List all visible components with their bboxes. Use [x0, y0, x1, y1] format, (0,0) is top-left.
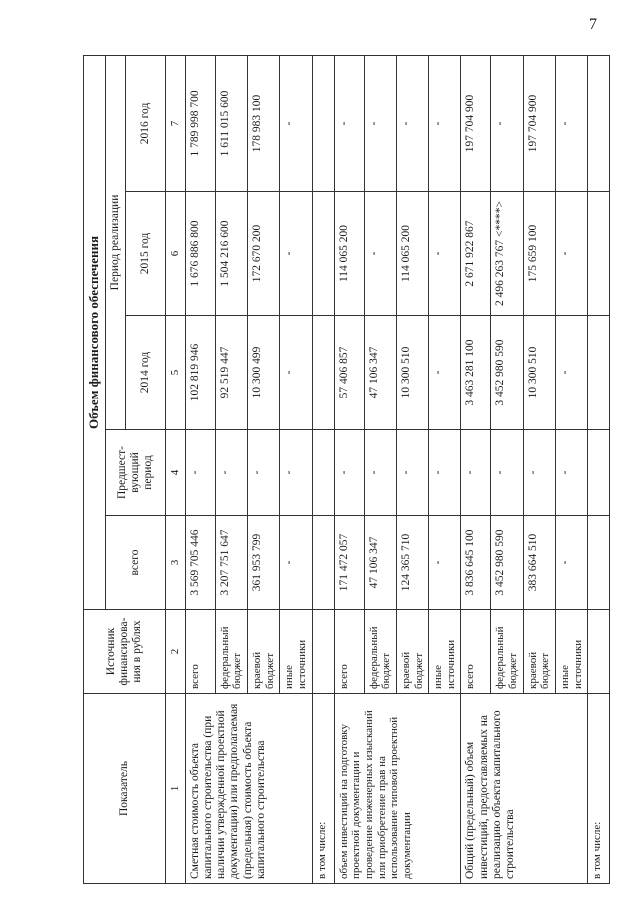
value-cell-prev: -	[429, 430, 461, 516]
value-cell-prev: -	[396, 430, 428, 516]
value-cell-prev: -	[248, 430, 280, 516]
value-cell-y2015: 175 659 100	[523, 192, 555, 316]
value-cell-total: 124 365 710	[396, 516, 428, 610]
value-cell-prev: -	[491, 430, 523, 516]
header-realization-period: Период реализации	[105, 55, 125, 429]
source-cell: всего	[185, 610, 215, 694]
value-cell-y2014: 102 819 946	[185, 316, 215, 430]
value-cell-y2015: -	[429, 192, 461, 316]
table-row	[185, 55, 215, 883]
value-cell-y2015: 2 671 922 867	[461, 192, 491, 316]
col-number-7: 7	[166, 55, 186, 191]
value-cell-y2015: 1 504 216 600	[215, 192, 247, 316]
header-total: всего	[105, 516, 165, 610]
source-cell: краевой бюджет	[396, 610, 428, 694]
column-number-row	[166, 55, 186, 883]
value-cell-y2016: 178 983 100	[248, 55, 280, 191]
empty-cell	[588, 430, 610, 516]
col-number-2: 2	[166, 610, 186, 694]
table-body	[185, 55, 610, 883]
value-cell-y2014: 10 300 510	[396, 316, 428, 430]
header-source: Источник финансирова-ния в рублях	[84, 610, 166, 694]
value-cell-y2016: -	[364, 55, 396, 191]
value-cell-y2016: -	[556, 55, 588, 191]
source-cell: иные источники	[280, 610, 312, 694]
value-cell-total: -	[280, 516, 312, 610]
value-cell-y2015: 114 065 200	[396, 192, 428, 316]
value-cell-y2016: 197 704 900	[461, 55, 491, 191]
empty-cell	[588, 192, 610, 316]
value-cell-y2014: 3 452 980 590	[491, 316, 523, 430]
empty-cell	[312, 516, 334, 610]
value-cell-y2016: -	[334, 55, 364, 191]
col-number-6: 6	[166, 192, 186, 316]
source-cell: федеральный бюджет	[364, 610, 396, 694]
value-cell-y2016: 197 704 900	[523, 55, 555, 191]
value-cell-y2016: 1 611 015 600	[215, 55, 247, 191]
value-cell-y2015: 1 676 886 800	[185, 192, 215, 316]
value-cell-y2014: -	[280, 316, 312, 430]
value-cell-y2016: -	[429, 55, 461, 191]
col-number-3: 3	[166, 516, 186, 610]
empty-cell	[588, 516, 610, 610]
empty-cell	[312, 610, 334, 694]
header-previous-period: Предшест-вующий период	[105, 430, 165, 516]
value-cell-y2015: 2 496 263 767 <****>	[491, 192, 523, 316]
header-year-2015: 2015 год	[126, 192, 166, 316]
value-cell-y2015: -	[556, 192, 588, 316]
value-cell-prev: -	[185, 430, 215, 516]
source-cell: федеральный бюджет	[215, 610, 247, 694]
rotated-table-area	[83, 56, 604, 884]
value-cell-y2014: 47 106 347	[364, 316, 396, 430]
value-cell-y2016: -	[280, 55, 312, 191]
header-volume: Объем финансового обеспечения	[84, 55, 106, 609]
value-cell-y2014: 92 519 447	[215, 316, 247, 430]
empty-cell	[588, 316, 610, 430]
col-number-4: 4	[166, 430, 186, 516]
header-indicator: Показатель	[84, 694, 166, 884]
spacer-row	[588, 55, 610, 883]
value-cell-prev: -	[461, 430, 491, 516]
value-cell-prev: -	[334, 430, 364, 516]
value-cell-total: 171 472 057	[334, 516, 364, 610]
value-cell-total: 3 569 705 446	[185, 516, 215, 610]
value-cell-y2014: 3 463 281 100	[461, 316, 491, 430]
financing-table	[83, 55, 610, 884]
value-cell-total: 3 452 980 590	[491, 516, 523, 610]
group-label: Сметная стоимость объекта капитального строительства (при наличии утвержденной проектной документации) или предполагаемая (предельная) стоимость объекта капитального строительства	[185, 694, 312, 884]
col-number-5: 5	[166, 316, 186, 430]
source-cell: краевой бюджет	[248, 610, 280, 694]
empty-cell	[588, 610, 610, 694]
value-cell-y2015: -	[364, 192, 396, 316]
value-cell-total: 47 106 347	[364, 516, 396, 610]
value-cell-total: -	[429, 516, 461, 610]
value-cell-y2015: -	[280, 192, 312, 316]
value-cell-y2015: 172 670 200	[248, 192, 280, 316]
source-cell: всего	[334, 610, 364, 694]
header-year-2014: 2014 год	[126, 316, 166, 430]
group-label: Общий (предельный) объем инвестиций, предоставляемых на реализацию объекта капитального строительства	[461, 694, 588, 884]
value-cell-prev: -	[556, 430, 588, 516]
value-cell-y2016: 1 789 998 700	[185, 55, 215, 191]
table-row	[334, 55, 364, 883]
rotated-table-container	[83, 56, 604, 884]
page-number: 7	[589, 16, 597, 33]
col-number-1: 1	[166, 694, 186, 884]
value-cell-y2014: -	[429, 316, 461, 430]
value-cell-y2014: 10 300 499	[248, 316, 280, 430]
value-cell-y2016: -	[396, 55, 428, 191]
value-cell-prev: -	[523, 430, 555, 516]
spacer-row	[312, 55, 334, 883]
value-cell-prev: -	[215, 430, 247, 516]
value-cell-total: -	[556, 516, 588, 610]
empty-cell	[312, 192, 334, 316]
value-cell-y2014: -	[556, 316, 588, 430]
value-cell-y2016: -	[491, 55, 523, 191]
group-label: в том числе:	[312, 694, 334, 884]
empty-cell	[588, 55, 610, 191]
table-row	[461, 55, 491, 883]
value-cell-total: 383 664 510	[523, 516, 555, 610]
empty-cell	[312, 316, 334, 430]
value-cell-total: 3 836 645 100	[461, 516, 491, 610]
source-cell: всего	[461, 610, 491, 694]
group-label: в том числе:	[588, 694, 610, 884]
value-cell-prev: -	[280, 430, 312, 516]
source-cell: федеральный бюджет	[491, 610, 523, 694]
source-cell: иные источники	[556, 610, 588, 694]
value-cell-y2015: 114 065 200	[334, 192, 364, 316]
source-cell: краевой бюджет	[523, 610, 555, 694]
value-cell-total: 3 207 751 647	[215, 516, 247, 610]
empty-cell	[312, 55, 334, 191]
empty-cell	[312, 430, 334, 516]
header-year-2016: 2016 год	[126, 55, 166, 191]
value-cell-total: 361 953 799	[248, 516, 280, 610]
value-cell-y2014: 10 300 510	[523, 316, 555, 430]
group-label: объем инвестиций на подготовку проектной документации и проведение инженерных изысканий или приобретение прав на использование типовой проектной документации	[334, 694, 461, 884]
value-cell-prev: -	[364, 430, 396, 516]
value-cell-y2014: 57 406 857	[334, 316, 364, 430]
source-cell: иные источники	[429, 610, 461, 694]
